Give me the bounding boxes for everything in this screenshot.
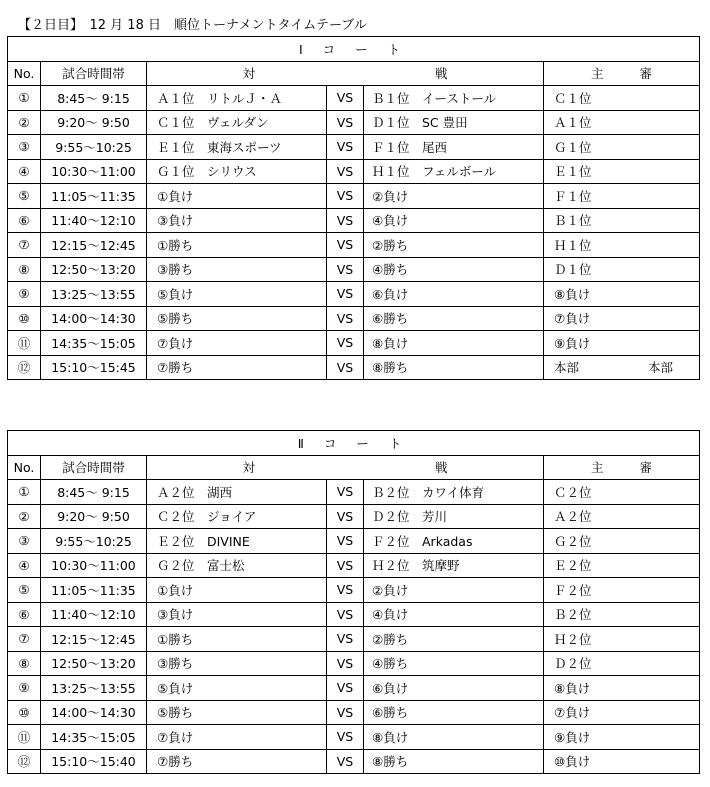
referee: Ｅ２位: [544, 553, 700, 578]
referee: Ｂ２位: [544, 602, 700, 627]
referee: Ｇ２位: [544, 529, 700, 554]
referee: Ｆ２位: [544, 578, 700, 603]
match-number: ⑪: [8, 725, 41, 750]
time-slot: 11:40〜12:10: [41, 602, 147, 627]
table-row: [8, 159, 700, 184]
match-number: ⑦: [8, 627, 41, 652]
time-slot: 14:00〜14:30: [41, 700, 147, 725]
team-b: ⑥勝ち: [364, 700, 544, 725]
team-b: ④負け: [364, 602, 544, 627]
vs-label: VS: [327, 355, 364, 380]
team-a: ③勝ち: [147, 651, 327, 676]
no-header: No.: [8, 61, 41, 86]
referee: Ａ２位: [544, 504, 700, 529]
no-header: No.: [8, 455, 41, 480]
table-row: [8, 306, 700, 331]
match-header-right: 戦: [435, 66, 448, 82]
team-b: Ｆ１位 尾西: [364, 135, 544, 160]
match-number: ⑨: [8, 282, 41, 307]
referee-primary: 本部: [554, 360, 580, 376]
vs-label: VS: [327, 700, 364, 725]
table-row: [8, 110, 700, 135]
table-row: [8, 135, 700, 160]
team-a: ⑤勝ち: [147, 700, 327, 725]
time-slot: 14:35〜15:05: [41, 331, 147, 356]
match-number: ⑤: [8, 184, 41, 209]
match-header: [147, 61, 544, 86]
vs-label: VS: [327, 504, 364, 529]
team-b: ②勝ち: [364, 627, 544, 652]
match-number: ⑥: [8, 208, 41, 233]
match-number: ⑫: [8, 749, 41, 774]
table-row: [8, 208, 700, 233]
vs-label: VS: [327, 331, 364, 356]
match-number: ⑥: [8, 602, 41, 627]
team-b: ⑧勝ち: [364, 355, 544, 380]
referee-header-left: 主: [591, 66, 604, 82]
referee-header-right: 審: [639, 66, 653, 82]
referee: ⑦負け: [544, 700, 700, 725]
referee-header-left: 主: [591, 460, 604, 476]
referee-pair: [554, 358, 699, 376]
referee: Ｈ１位: [544, 233, 700, 258]
team-b: ⑧負け: [364, 331, 544, 356]
team-b: Ｈ２位 筑摩野: [364, 553, 544, 578]
time-slot: 15:10〜15:40: [41, 749, 147, 774]
vs-label: VS: [327, 282, 364, 307]
vs-label: VS: [327, 257, 364, 282]
court-1-table: [7, 36, 700, 380]
match-header-left: 対: [242, 460, 255, 476]
team-a: ①勝ち: [147, 233, 327, 258]
team-b: ⑧勝ち: [364, 749, 544, 774]
team-b: Ｆ２位 Arkadas: [364, 529, 544, 554]
referee: Ｃ２位: [544, 480, 700, 505]
team-a: ⑦勝ち: [147, 749, 327, 774]
court-title-row: [8, 431, 700, 456]
table-row: [8, 700, 700, 725]
referee: ⑧負け: [544, 676, 700, 701]
match-number: ⑧: [8, 257, 41, 282]
table-row: [8, 86, 700, 111]
referee: Ｈ２位: [544, 627, 700, 652]
vs-label: VS: [327, 480, 364, 505]
table-row: [8, 627, 700, 652]
team-a: Ｅ２位 DIVINE: [147, 529, 327, 554]
time-slot: 10:30〜11:00: [41, 159, 147, 184]
time-slot: 11:05〜11:35: [41, 184, 147, 209]
match-number: ⑪: [8, 331, 41, 356]
vs-label: VS: [327, 159, 364, 184]
referee: Ｅ１位: [544, 159, 700, 184]
team-a: ⑦負け: [147, 331, 327, 356]
match-number: ②: [8, 110, 41, 135]
team-b: ④負け: [364, 208, 544, 233]
team-b: ⑥負け: [364, 282, 544, 307]
team-b: Ｂ１位 イーストール: [364, 86, 544, 111]
team-a: ⑦負け: [147, 725, 327, 750]
referee-secondary: 本部: [648, 360, 674, 376]
time-slot: 9:55〜10:25: [41, 529, 147, 554]
table-row: [8, 355, 700, 380]
team-a: ⑤負け: [147, 282, 327, 307]
table-row: [8, 282, 700, 307]
match-number: ⑤: [8, 578, 41, 603]
table-row: [8, 184, 700, 209]
table-row: [8, 529, 700, 554]
match-header: [147, 455, 544, 480]
referee: ⑨負け: [544, 331, 700, 356]
match-number: ⑧: [8, 651, 41, 676]
team-a: Ａ１位 リトルＪ・Ａ: [147, 86, 327, 111]
time-slot: 12:50〜13:20: [41, 257, 147, 282]
referee: Ｃ１位: [544, 86, 700, 111]
table-row: [8, 480, 700, 505]
time-slot: 14:00〜14:30: [41, 306, 147, 331]
table-row: [8, 331, 700, 356]
vs-label: VS: [327, 602, 364, 627]
referee: ⑨負け: [544, 725, 700, 750]
team-a: ⑤負け: [147, 676, 327, 701]
time-slot: 11:40〜12:10: [41, 208, 147, 233]
referee: Ｂ１位: [544, 208, 700, 233]
match-number: ⑩: [8, 700, 41, 725]
vs-label: VS: [327, 184, 364, 209]
referee: [544, 355, 700, 380]
team-b: Ｂ２位 カワイ体育: [364, 480, 544, 505]
team-a: ①負け: [147, 578, 327, 603]
referee: ⑧負け: [544, 282, 700, 307]
referee: ⑦負け: [544, 306, 700, 331]
vs-label: VS: [327, 651, 364, 676]
vs-label: VS: [327, 676, 364, 701]
match-number: ②: [8, 504, 41, 529]
table-row: [8, 553, 700, 578]
match-number: ⑨: [8, 676, 41, 701]
vs-label: VS: [327, 110, 364, 135]
vs-label: VS: [327, 627, 364, 652]
time-header: 試合時間帯: [41, 455, 147, 480]
team-a: Ｃ２位 ジョイア: [147, 504, 327, 529]
table-row: [8, 651, 700, 676]
team-a: ③勝ち: [147, 257, 327, 282]
team-b: ⑥負け: [364, 676, 544, 701]
team-b: Ｄ２位 芳川: [364, 504, 544, 529]
time-header: 試合時間帯: [41, 61, 147, 86]
table-row: [8, 725, 700, 750]
team-a: ①勝ち: [147, 627, 327, 652]
match-number: ③: [8, 529, 41, 554]
referee-header: [544, 61, 700, 86]
table-row: [8, 504, 700, 529]
match-number: ⑩: [8, 306, 41, 331]
referee: Ｄ１位: [544, 257, 700, 282]
team-b: ⑧負け: [364, 725, 544, 750]
page-title: 【２日目】 12 月 18 日 順位トーナメントタイムテーブル: [18, 18, 367, 33]
table-row: [8, 257, 700, 282]
court-title: Ⅱ コ ー ト: [8, 431, 700, 456]
referee: Ａ１位: [544, 110, 700, 135]
time-slot: 8:45〜 9:15: [41, 86, 147, 111]
team-b: ④勝ち: [364, 257, 544, 282]
match-number: ④: [8, 553, 41, 578]
table-row: [8, 602, 700, 627]
team-b: ②勝ち: [364, 233, 544, 258]
time-slot: 13:25〜13:55: [41, 676, 147, 701]
team-a: Ｃ１位 ヴェルダン: [147, 110, 327, 135]
referee: ⑩負け: [544, 749, 700, 774]
time-slot: 13:25〜13:55: [41, 282, 147, 307]
time-slot: 14:35〜15:05: [41, 725, 147, 750]
match-number: ⑦: [8, 233, 41, 258]
team-b: ④勝ち: [364, 651, 544, 676]
vs-label: VS: [327, 135, 364, 160]
referee-header-right: 審: [639, 460, 653, 476]
vs-label: VS: [327, 529, 364, 554]
team-b: Ｈ１位 フェルボール: [364, 159, 544, 184]
team-a: Ｇ２位 富士松: [147, 553, 327, 578]
team-b: ②負け: [364, 578, 544, 603]
court-2-table: [7, 430, 700, 774]
match-number: ①: [8, 480, 41, 505]
time-slot: 15:10〜15:45: [41, 355, 147, 380]
team-a: Ｇ１位 シリウス: [147, 159, 327, 184]
time-slot: 12:15〜12:45: [41, 233, 147, 258]
team-b: ②負け: [364, 184, 544, 209]
team-a: Ｅ１位 東海スポーツ: [147, 135, 327, 160]
table-row: [8, 676, 700, 701]
match-header-left: 対: [242, 66, 255, 82]
time-slot: 8:45〜 9:15: [41, 480, 147, 505]
match-number: ①: [8, 86, 41, 111]
vs-label: VS: [327, 208, 364, 233]
vs-label: VS: [327, 553, 364, 578]
time-slot: 10:30〜11:00: [41, 553, 147, 578]
vs-label: VS: [327, 578, 364, 603]
table-row: [8, 578, 700, 603]
referee: Ｇ１位: [544, 135, 700, 160]
match-number: ⑫: [8, 355, 41, 380]
team-a: ⑦勝ち: [147, 355, 327, 380]
referee-header: [544, 455, 700, 480]
time-slot: 11:05〜11:35: [41, 578, 147, 603]
vs-label: VS: [327, 86, 364, 111]
table-row: [8, 749, 700, 774]
time-slot: 9:55〜10:25: [41, 135, 147, 160]
match-number: ③: [8, 135, 41, 160]
team-a: Ａ２位 湖西: [147, 480, 327, 505]
vs-label: VS: [327, 749, 364, 774]
team-a: ①負け: [147, 184, 327, 209]
court-title-row: [8, 37, 700, 62]
time-slot: 9:20〜 9:50: [41, 110, 147, 135]
time-slot: 9:20〜 9:50: [41, 504, 147, 529]
column-header-row: [8, 455, 700, 480]
team-b: ⑥勝ち: [364, 306, 544, 331]
vs-label: VS: [327, 306, 364, 331]
match-number: ④: [8, 159, 41, 184]
court-title: Ⅰ コ ー ト: [8, 37, 700, 62]
team-b: Ｄ１位 SC 豊田: [364, 110, 544, 135]
team-a: ③負け: [147, 602, 327, 627]
vs-label: VS: [327, 233, 364, 258]
time-slot: 12:50〜13:20: [41, 651, 147, 676]
table-row: [8, 233, 700, 258]
team-a: ③負け: [147, 208, 327, 233]
referee: Ｄ２位: [544, 651, 700, 676]
vs-label: VS: [327, 725, 364, 750]
column-header-row: [8, 61, 700, 86]
referee: Ｆ１位: [544, 184, 700, 209]
team-a: ⑤勝ち: [147, 306, 327, 331]
time-slot: 12:15〜12:45: [41, 627, 147, 652]
match-header-right: 戦: [435, 460, 448, 476]
